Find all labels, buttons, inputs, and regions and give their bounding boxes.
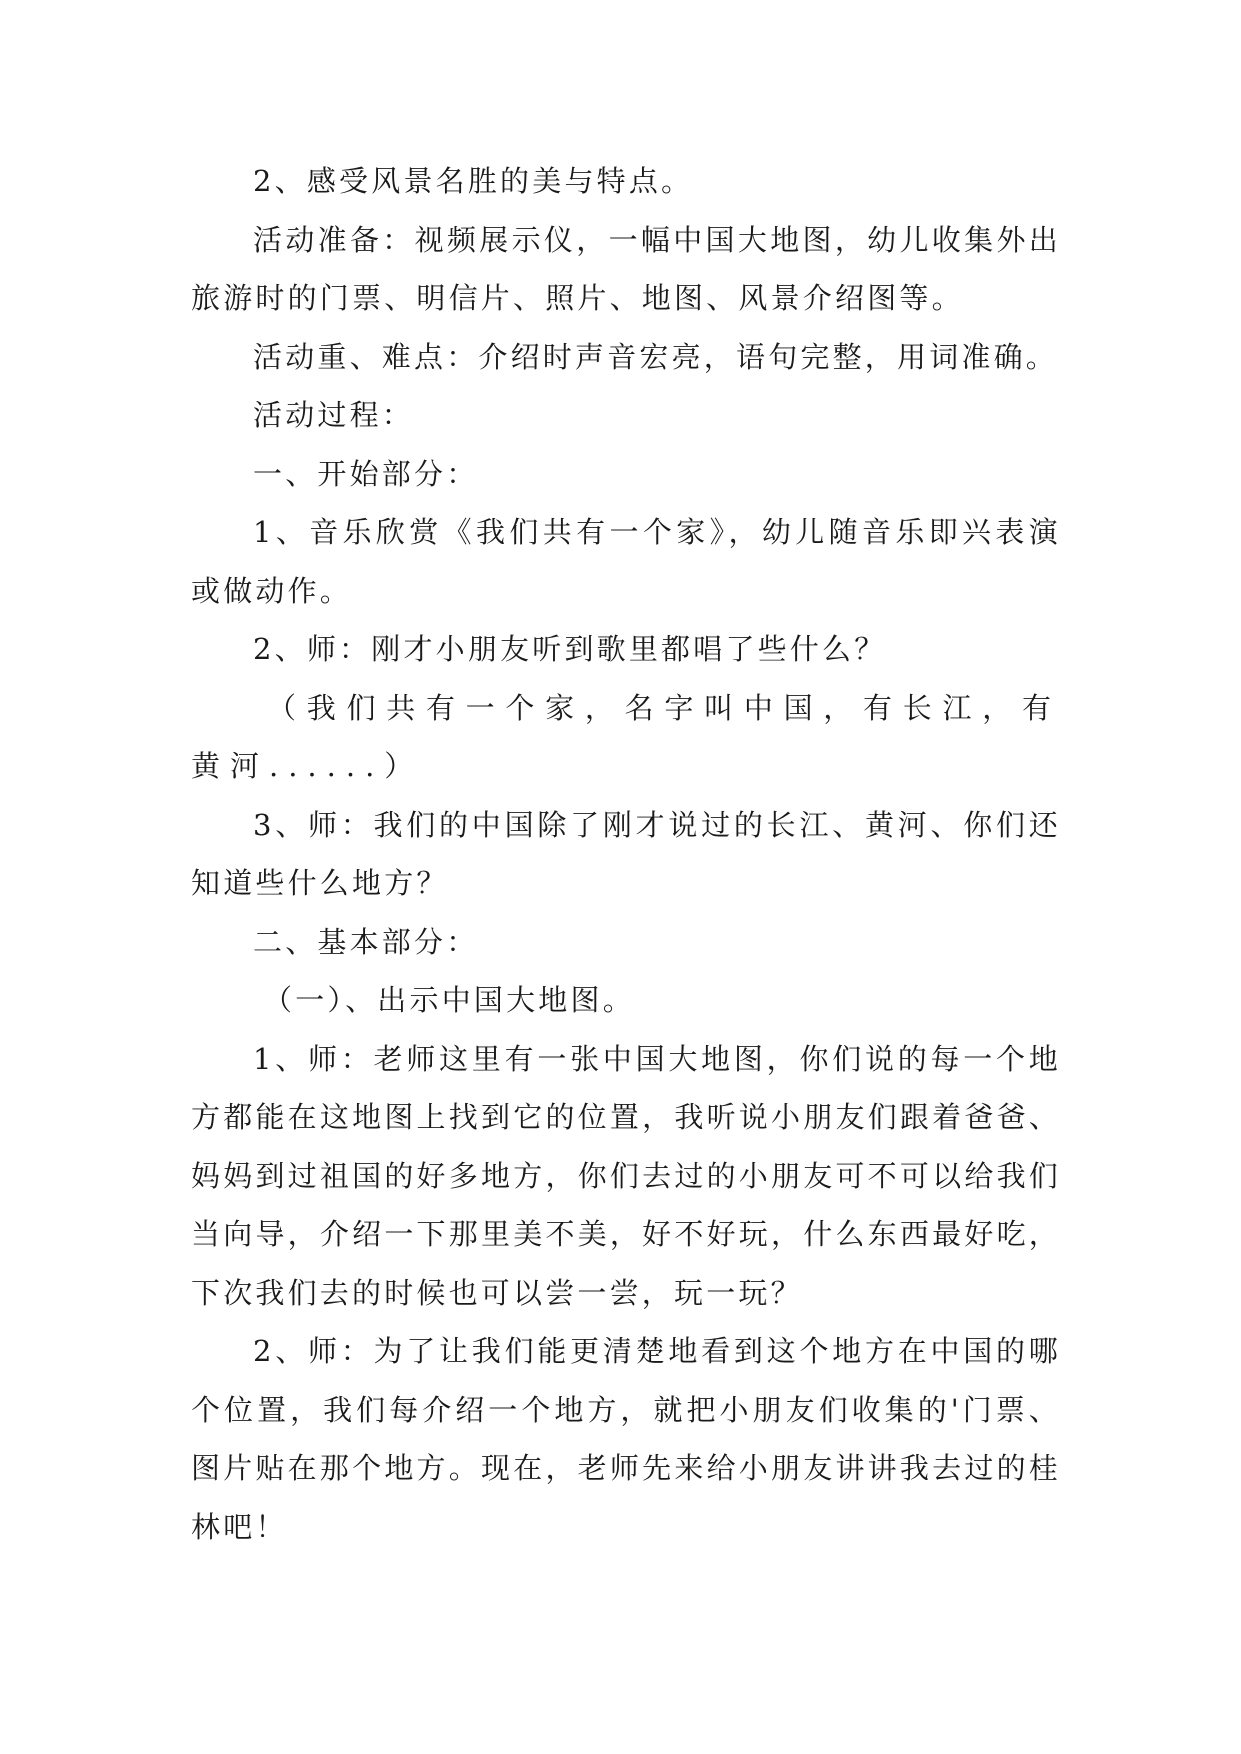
- paragraph-goal-2: 2、感受风景名胜的美与特点。: [253, 164, 694, 198]
- document-body: [191, 152, 1061, 1556]
- paragraph-opening-step-1: 1、音乐欣赏《我们共有一个家》，幼儿随音乐即兴表演或做动作。: [191, 515, 1061, 608]
- subsection-heading-map: （一）、出示中国大地图。: [263, 983, 635, 1017]
- paragraph-song-lyrics: （我们共有一个家，名字叫中国，有长江，有黄河......）: [191, 690, 1061, 783]
- section-heading-opening: 一、开始部分：: [253, 456, 479, 491]
- paragraph-process-heading: 活动过程：: [253, 398, 415, 432]
- paragraph-opening-step-2: 2、师：刚才小朋友听到歌里都唱了些什么？: [253, 632, 887, 666]
- paragraph-basic-step-1: 1、师：老师这里有一张中国大地图，你们说的每一个地方都能在这地图上找到它的位置，我听说小朋友们跟着爸爸、妈妈到过祖国的好多地方，你们去过的小朋友可不可以给我们当向导，介绍一下那里美不美，好不好玩，什么东西最好吃，下次我们去的时候也可以尝一尝，玩一玩？: [191, 1041, 1061, 1310]
- paragraph-opening-step-3: 3、师：我们的中国除了刚才说过的长江、黄河、你们还知道些什么地方？: [191, 807, 1061, 900]
- paragraph-basic-step-2: 2、师：为了让我们能更清楚地看到这个地方在中国的哪个位置，我们每介绍一个地方，就把小朋友们收集的'门票、图片贴在那个地方。现在，老师先来给小朋友讲讲我去过的桂林吧！: [191, 1334, 1061, 1544]
- paragraph-activity-preparation: 活动准备：视频展示仪，一幅中国大地图，幼儿收集外出旅游时的门票、明信片、照片、地图、风景介绍图等。: [191, 222, 1061, 315]
- paragraph-key-points: 活动重、难点：介绍时声音宏亮，语句完整，用词准确。: [253, 339, 1059, 374]
- section-heading-basic: 二、基本部分：: [253, 924, 479, 959]
